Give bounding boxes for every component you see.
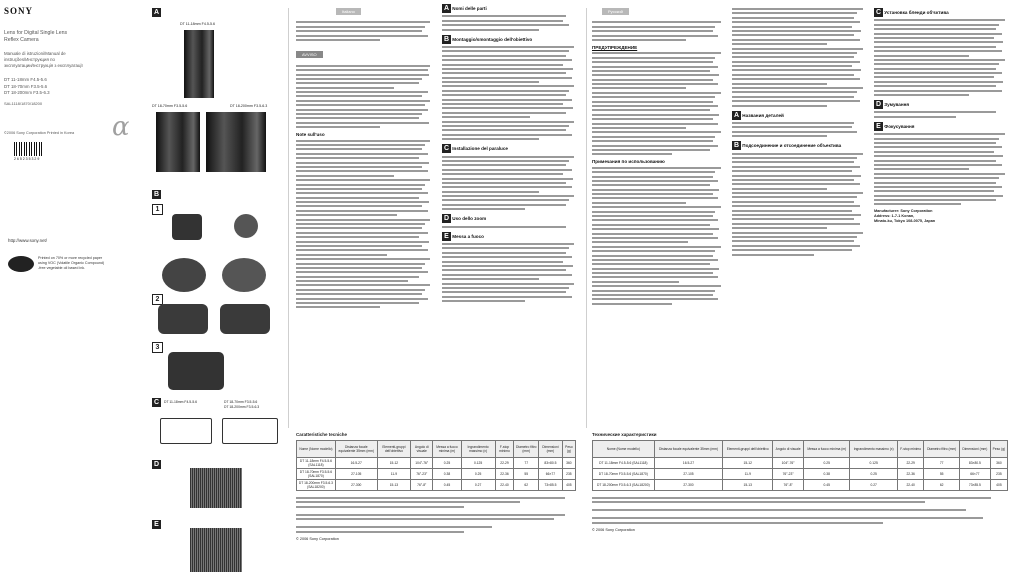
zoom-heading: Uso dello zoom xyxy=(452,216,487,222)
table-row: DT 11-18mm F4.5-5.6 (SAL1118) 16.5-27 15-12 104°-76° 0.25 0.125 22-29 77 83×80.5 360 xyxy=(297,458,576,469)
ru-notes-heading: Примечания по использованию xyxy=(592,159,665,165)
recycle-icon xyxy=(8,256,34,272)
focus-heading: Messa a fuoco xyxy=(452,233,484,239)
camera-illustration-b1 xyxy=(172,214,202,240)
cover-models: DT 11-18mm F4.5-5.6 DT 18-70mm F3.5-5.6 DT 18-200mm F3.5-6.3 xyxy=(4,77,50,95)
figure-label-c: C xyxy=(153,399,160,406)
lens-label-1: DT 11-18mm F4.5-5.6 xyxy=(180,22,216,26)
spec-table-left-title: Caratteristiche tecniche xyxy=(296,432,348,437)
lens-illustration-3 xyxy=(206,112,266,172)
hood-heading: Installazione del paraluce xyxy=(452,146,508,152)
russian-text-column-2: A Названия деталей B Подсоединение и отсоединение объектива xyxy=(732,0,868,580)
focus-ring-illustration xyxy=(190,528,242,572)
brand-logo: SONY xyxy=(4,6,34,16)
barcode xyxy=(14,142,44,156)
hood-label-2: DT 18-70mm F3.5-5.6 xyxy=(224,400,258,404)
figure-step-b3: 3 xyxy=(152,342,163,353)
ru-mount-heading: Подсоединение и отсоединение объектива xyxy=(742,143,842,149)
sony-url: http://www.sony.net/ xyxy=(8,238,47,243)
hood-illustration-1 xyxy=(160,418,212,444)
ua-zoom-heading: Зумування xyxy=(884,102,910,108)
ukrainian-text-column: C Установка бленди об'єктива D Зумування E Фокусування Manufacturer: Sony Corporation Address: 1-7-1 Konan, Minato-ku, Tokyo 108-0075, Japan xyxy=(874,0,1010,580)
warning-heading: ПРЕДУПРЕЖДЕНИЕ xyxy=(592,44,638,50)
hood-label-1: DT 11-18mm F4.5-5.6 xyxy=(164,400,198,404)
company-info: Manufacturer: Sony Corporation Address: 1-7-1 Konan, Minato-ku, Tokyo 108-0075, Japan xyxy=(874,209,936,224)
zoom-ring-illustration xyxy=(190,468,242,508)
spec-table-right xyxy=(592,432,1008,532)
column-separator-2 xyxy=(586,8,587,428)
cover-manual-line: Manuale di istruzioni/Manual de instruções/Инструкция по эксплуатации/Інструкція з експлуатації xyxy=(4,51,83,68)
figure-label-a: A xyxy=(153,9,160,16)
table-row: DT 18-70mm F3.5-5.6 (SAL1870) 27-105 11-9 76°-23° 0.38 0.25 22-36 55 66×77 235 xyxy=(297,469,576,480)
cover-title: Lens for Digital Single Lens Reflex Camera xyxy=(4,30,68,43)
figure-label-e: E xyxy=(152,520,161,529)
spec-table-left xyxy=(296,432,576,541)
figure-step-b2: 2 xyxy=(152,294,163,305)
mount-illustration-b2-left xyxy=(158,304,208,334)
lens-label-3: DT 18-200mm F3.5-6.3 xyxy=(230,104,268,108)
table-row: DT 11-18mm F4.5-5.6 (SAL1118) 16.5-27 15-12 104°-76° 0.25 0.125 22-29 77 83×80.5 360 xyxy=(593,458,1008,469)
spec-table-right-title: Технические характеристики xyxy=(592,432,657,437)
ru-parts-heading: Названия деталей xyxy=(742,112,784,118)
column-separator xyxy=(288,8,289,428)
notes-heading: Note sull'uso xyxy=(296,132,325,138)
russian-banner: Русский xyxy=(602,8,629,15)
lens-illustration-2 xyxy=(156,112,200,172)
mount-illustration-right xyxy=(222,258,266,292)
barcode-number: 2 6 5 2 3 5 3 2 9 xyxy=(14,157,40,161)
lens-cap-illustration xyxy=(234,214,258,238)
spec-table-right-grid: Nome (Nome modello) Distanza focale equivalente 35mm (mm) Elementi-gruppi dell'obiettivo Angolo di visuale Messa a fuoco minima (m) Ingrandimento massimo (x) F-stop minimo Diametro filtro (mm) Dimensioni (mm) Peso (g) DT 11-18mm F4.5-5.6 (SAL1118) 16.5-27 15-12 104°-76° 0.25 0.125 22-29 77 83×80.5 360 DT 18-70mm F3.5-5.6 (SAL1870) 27-105 11-9 76°-23° 0.38 0.25 22-36 55 66×77 235 DT 18-200mm F3.5-6.3 (SAL18200) 27-300 15-13 76°-8° 0.45 0.27 22-40 62 73×85.5 405 xyxy=(592,440,1008,491)
parts-heading: Nomi delle parti xyxy=(452,6,487,11)
table-row: DT 18-200mm F3.5-6.3 (SAL18200) 27-300 15-13 76°-8° 0.45 0.27 22-40 62 73×85.5 405 xyxy=(297,480,576,491)
ua-focus-heading: Фокусування xyxy=(884,123,915,129)
spec-table-left-grid: Nome (Nome modello) Distanza focale equivalente 35mm (mm) Elementi-gruppi dell'obiettivo Angolo di visuale Messa a fuoco minima (m) Ingrandimento massimo (x) F-stop minimo Diametro filtro (mm) Dimensioni (mm) Peso (g) DT 11-18mm F4.5-5.6 (SAL1118) 16.5-27 15-12 104°-76° 0.25 0.125 22-29 77 83×80.5 360 DT 18-70mm F3.5-5.6 (SAL1870) 27-105 11-9 76°-23° 0.38 0.25 22-36 55 66×77 235 DT 18-200mm F3.5-6.3 (SAL18200) 27-300 15-13 76°-8° 0.45 0.27 22-40 62 73×85.5 405 xyxy=(296,440,576,491)
table-row: DT 18-200mm F3.5-6.3 (SAL18200) 27-300 15-13 76°-8° 0.45 0.27 22-40 62 73×85.5 405 xyxy=(593,480,1008,491)
ua-hood-heading: Установка бленди об'єктива xyxy=(884,10,949,15)
lens-illustration-1 xyxy=(184,30,214,98)
mount-heading: Montaggio/smontaggio dell'obiettivo xyxy=(452,36,533,42)
table-row: DT 18-70mm F3.5-5.6 (SAL1870) 27-105 11-9 76°-23° 0.38 0.25 22-36 55 66×77 235 xyxy=(593,469,1008,480)
figure-label-d: D xyxy=(153,461,160,468)
footer-right: © 2006 Sony Corporation xyxy=(592,527,635,532)
italian-text-column-2: A Nomi delle parti B Montaggio/smontaggio dell'obiettivo C Installazione del paraluce D Uso dello zoom E Messa a fuoco xyxy=(442,0,580,580)
camera-illustration-b3 xyxy=(168,352,224,390)
figure-label-b: B xyxy=(153,191,160,198)
hood-label-3: DT 18-200mm F3.5-6.3 xyxy=(224,405,260,409)
cover-column xyxy=(4,0,144,580)
mount-illustration-b2-right xyxy=(220,304,270,334)
alpha-logo: α xyxy=(112,112,130,142)
mount-illustration-left xyxy=(162,258,206,292)
aviso-banner: AVVISO xyxy=(296,51,323,58)
cover-copyright: ©2006 Sony Corporation Printed in Korea xyxy=(4,131,75,135)
hood-illustration-2 xyxy=(222,418,278,444)
figure-column xyxy=(150,0,282,580)
figure-step-b1: 1 xyxy=(152,204,163,215)
lens-label-2: DT 18-70mm F3.5-5.6 xyxy=(152,104,188,108)
cover-model-codes: SAL1118/1870/18200 xyxy=(4,100,43,106)
footer-left: © 2006 Sony Corporation xyxy=(296,536,339,541)
recycle-text: Printed on 70% or more recycled paper using VOC (Volatile Organic Compound) -free vegetable oil based ink. xyxy=(38,256,105,270)
italian-banner: Italiano xyxy=(336,8,361,15)
